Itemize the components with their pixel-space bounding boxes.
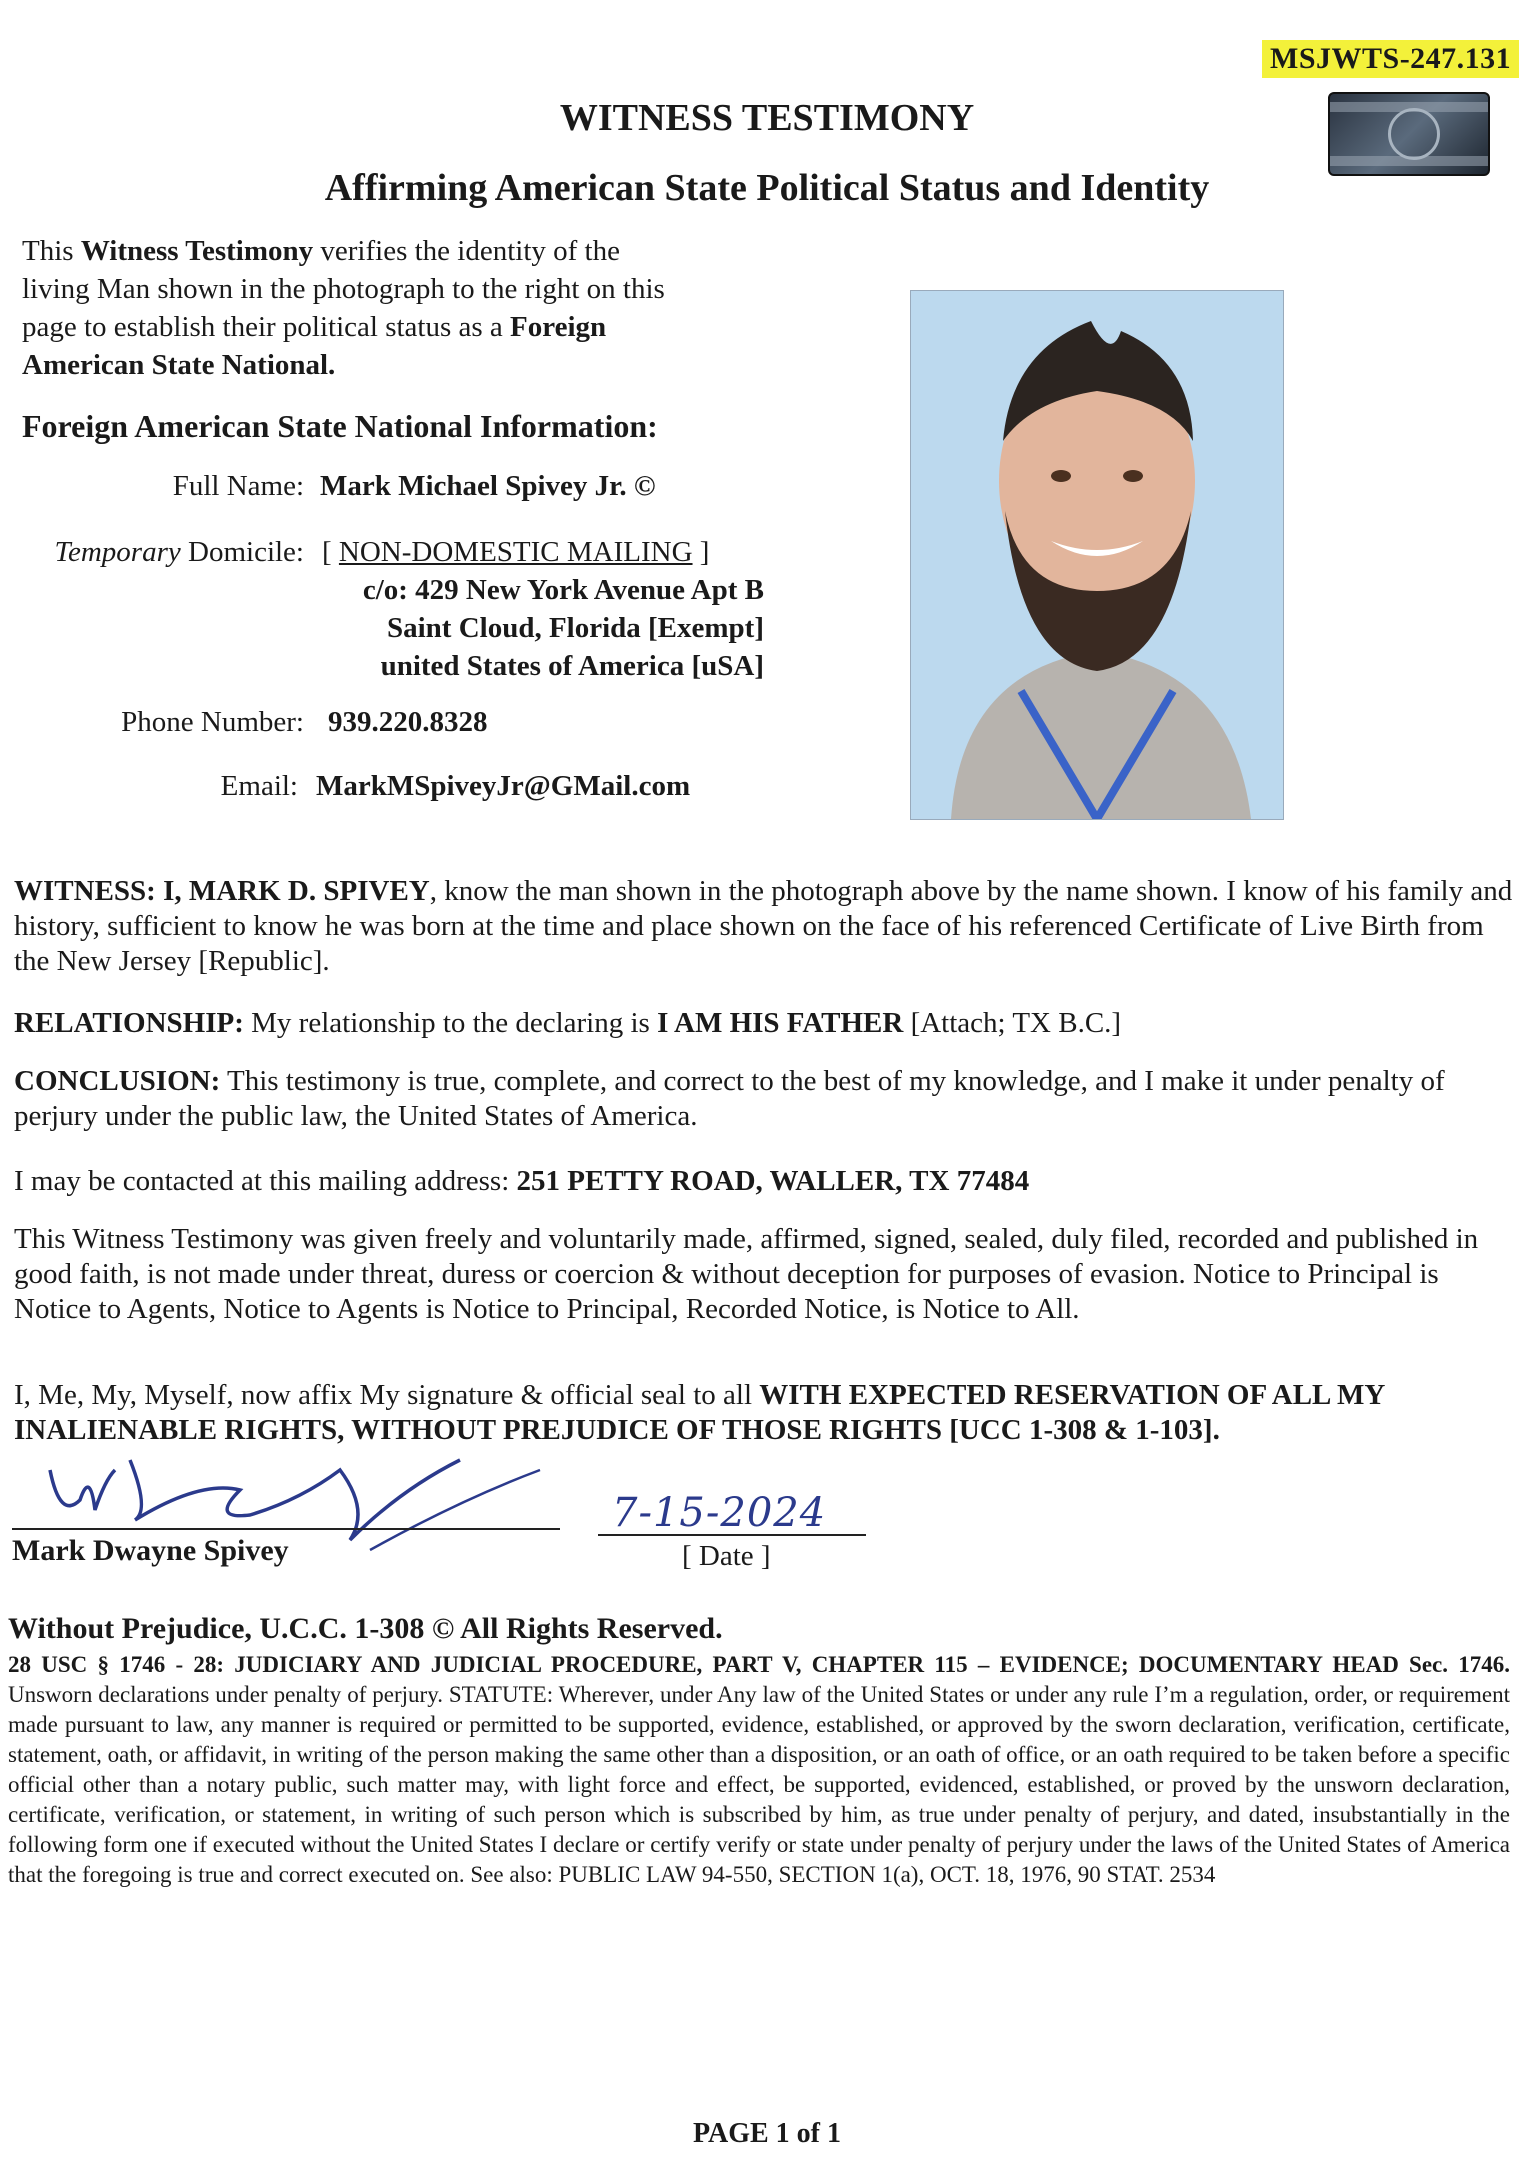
- intro-paragraph: This Witness Testimony verifies the identity of the living Man shown in the photograph to the right on this page to establish their political status as a Foreign American State National.: [22, 235, 665, 381]
- reserved-rights-line: Without Prejudice, U.C.C. 1-308 © All Rights Reserved.: [8, 1612, 723, 1645]
- document-id-badge: MSJWTS-247.131: [1262, 40, 1519, 78]
- full-name-value: Mark Michael Spivey Jr. ©: [320, 470, 656, 502]
- address-line-1: c/o: 429 New York Avenue Apt B: [362, 574, 764, 606]
- signer-name: Mark Dwayne Spivey: [12, 1534, 289, 1567]
- date-line: [598, 1534, 866, 1536]
- phone-label: Phone Number:: [121, 706, 304, 738]
- portrait-photo: [910, 290, 1284, 820]
- date-label: [ Date ]: [682, 1540, 771, 1572]
- relationship-paragraph: RELATIONSHIP: My relationship to the declaring is I AM HIS FATHER [Attach; TX B.C.]: [14, 1007, 1122, 1039]
- witness-paragraph: WITNESS: I, MARK D. SPIVEY, know the man shown in the photograph above by the name shown. I know of his family and history, sufficient to know he was born at the time and place shown on the face of his referenced Certificate of Live Birth from the New Jersey [Republic].: [14, 875, 1513, 977]
- signature-line: [12, 1528, 560, 1530]
- page-number: PAGE 1 of 1: [692, 2118, 842, 2149]
- affix-paragraph: I, Me, My, Myself, now affix My signature & official seal to all WITH EXPECTED RESERVATION OF ALL MY INALIENABLE RIGHTS, WITHOUT PREJUDICE OF THOSE RIGHTS [UCC 1-308 & 1-103].: [14, 1379, 1385, 1446]
- contact-paragraph: I may be contacted at this mailing address: 251 PETTY ROAD, WALLER, TX 77484: [14, 1165, 1030, 1197]
- document-title: WITNESS TESTIMONY: [559, 97, 975, 139]
- freely-given-paragraph: This Witness Testimony was given freely and voluntarily made, affirmed, signed, sealed, duly filed, recorded and published in good faith, is not made under threat, duress or coercion & without deception for purposes of evasion. Notice to Principal is Notice to Agents, Notice to Agents is Notice to Principal, Recorded Notice, is Notice to All.: [14, 1223, 1479, 1325]
- email-label: Email:: [220, 770, 298, 802]
- handwritten-date: 7-15-2024: [612, 1490, 827, 1536]
- full-name-label: Full Name:: [172, 470, 304, 502]
- statute-paragraph: 28 USC § 1746 - 28: JUDICIARY AND JUDICIAL PROCEDURE, PART V, CHAPTER 115 – EVIDENCE; DOCUMENTARY HEAD Sec. 1746. Unsworn declarations under penalty of perjury. STATUTE: Wherever, under Any law of the United States or under any rule I’m a regulation, order, or requirement made pursuant to law, any manner is required or permitted to be supported, evidence, established, or approved by the sworn declaration, verification, certificate, statement, oath, or affidavit, in writing of the person making the same other than a disposition, or an oath of office, or an oath required to be taken before a specific official other than a notary public, such matter may, with light force and effect, be supported, evidenced, established, or proved by the unsworn declaration, certificate, verification, or statement, in writing of such person which is subscribed by him, as true under penalty of perjury, and dated, insubstantially in the following form one if executed without the United States I declare or certify verify or state under penalty of perjury under the laws of the United States of America that the foregoing is true and correct executed on. See also: PUBLIC LAW 94-550, SECTION 1(a), OCT. 18, 1976, 90 STAT. 2534: [8, 1652, 1510, 1887]
- portrait-illustration: [911, 291, 1283, 819]
- conclusion-paragraph: CONCLUSION: This testimony is true, complete, and correct to the best of my knowledge, and I make it under penalty of perjury under the public law, the United States of America.: [14, 1065, 1445, 1132]
- document-subtitle: Affirming American State Political Status and Identity: [324, 167, 1210, 209]
- domicile-label: Temporary Domicile:: [54, 536, 304, 568]
- address-line-2: Saint Cloud, Florida [Exempt]: [386, 612, 764, 644]
- address-line-3: united States of America [uSA]: [380, 650, 764, 682]
- info-heading: Foreign American State National Information:: [22, 408, 658, 444]
- email-value: MarkMSpiveyJr@GMail.com: [316, 770, 691, 802]
- mailing-type: [ NON-DOMESTIC MAILING ]: [322, 536, 710, 568]
- phone-value: 939.220.8328: [328, 706, 488, 738]
